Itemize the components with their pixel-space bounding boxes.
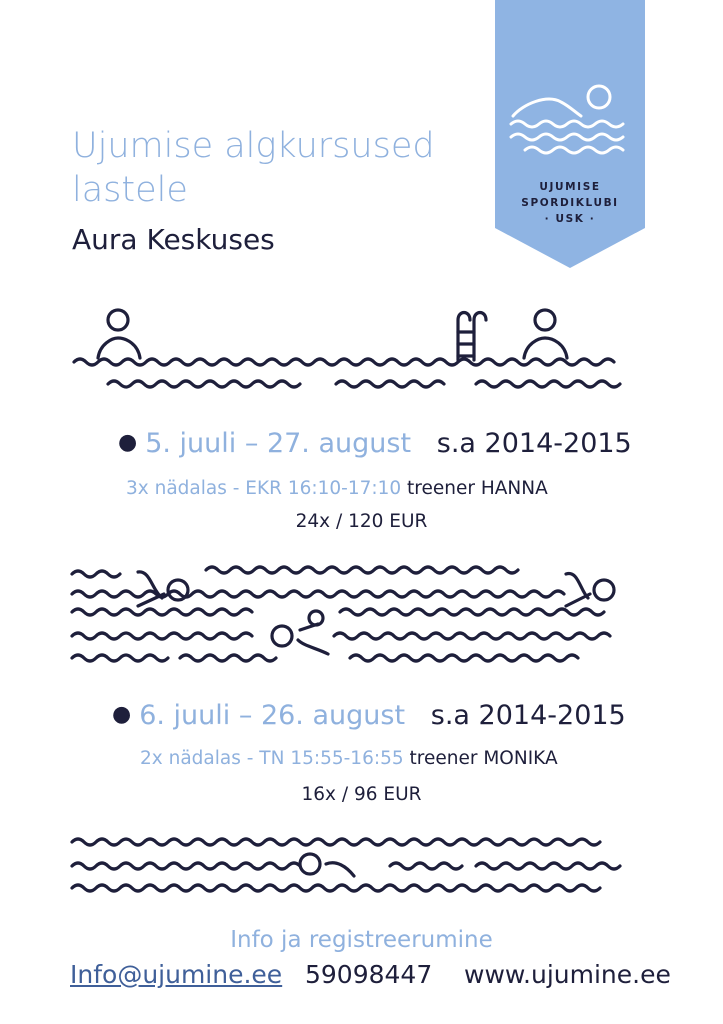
logo-text-line3: · USK · [544,213,596,225]
pool-ladder-icon [458,313,486,361]
club-logo-banner [495,0,645,268]
swimmer-head-icon-left [98,310,140,358]
course-title-line1: Ujumise algkursused [72,126,435,166]
course-2-season: s.a 2014-2015 [430,700,626,731]
pool-illustration-bottom [0,830,723,900]
swimmer-icon-3 [566,573,614,606]
course-1-trainer: treener HANNA [407,478,548,499]
course-title-line2: lastele [72,170,188,210]
bullet-icon: ● [112,702,132,727]
location-title: Aura Keskuses [72,223,275,256]
course-1-schedule-row [0,478,723,499]
course-2-schedule-row [0,748,723,769]
swimmer-icon-1 [138,572,188,606]
course-1-season: s.a 2014-2015 [436,428,632,459]
course-2-period [0,700,723,731]
course-1-schedule: 3x nädalas - EKR 16:10-17:10 [126,478,402,499]
course-2-dates: 6. juuli – 26. august [139,700,406,731]
course-1-dates: 5. juuli – 27. august [145,428,412,459]
bullet-icon: ● [118,430,138,455]
pool-illustration-top [0,300,723,400]
info-registration-heading: Info ja registreerumine [230,927,493,953]
course-title [72,124,435,212]
email-link[interactable]: Info@ujumine.ee [70,960,283,989]
logo-text-line1: UJUMISE [539,181,601,193]
course-2-schedule: 2x nädalas - TN 15:55-16:55 [140,748,404,769]
phone-number: 59098447 [305,960,433,989]
course-1-price: 24x / 120 EUR [295,511,428,532]
swimmer-icon-2 [272,611,328,654]
website-link[interactable]: www.ujumine.ee [464,960,671,989]
course-2-trainer: treener MONIKA [409,748,558,769]
pool-illustration-middle [0,560,723,670]
course-1-period [0,428,723,459]
logo-text-line2: SPORDIKLUBI [521,197,619,209]
swimmer-icon-4 [300,854,354,876]
swimmer-head-icon-right [524,310,567,358]
banner-shape [495,0,645,268]
course-2-price: 16x / 96 EUR [301,784,422,805]
